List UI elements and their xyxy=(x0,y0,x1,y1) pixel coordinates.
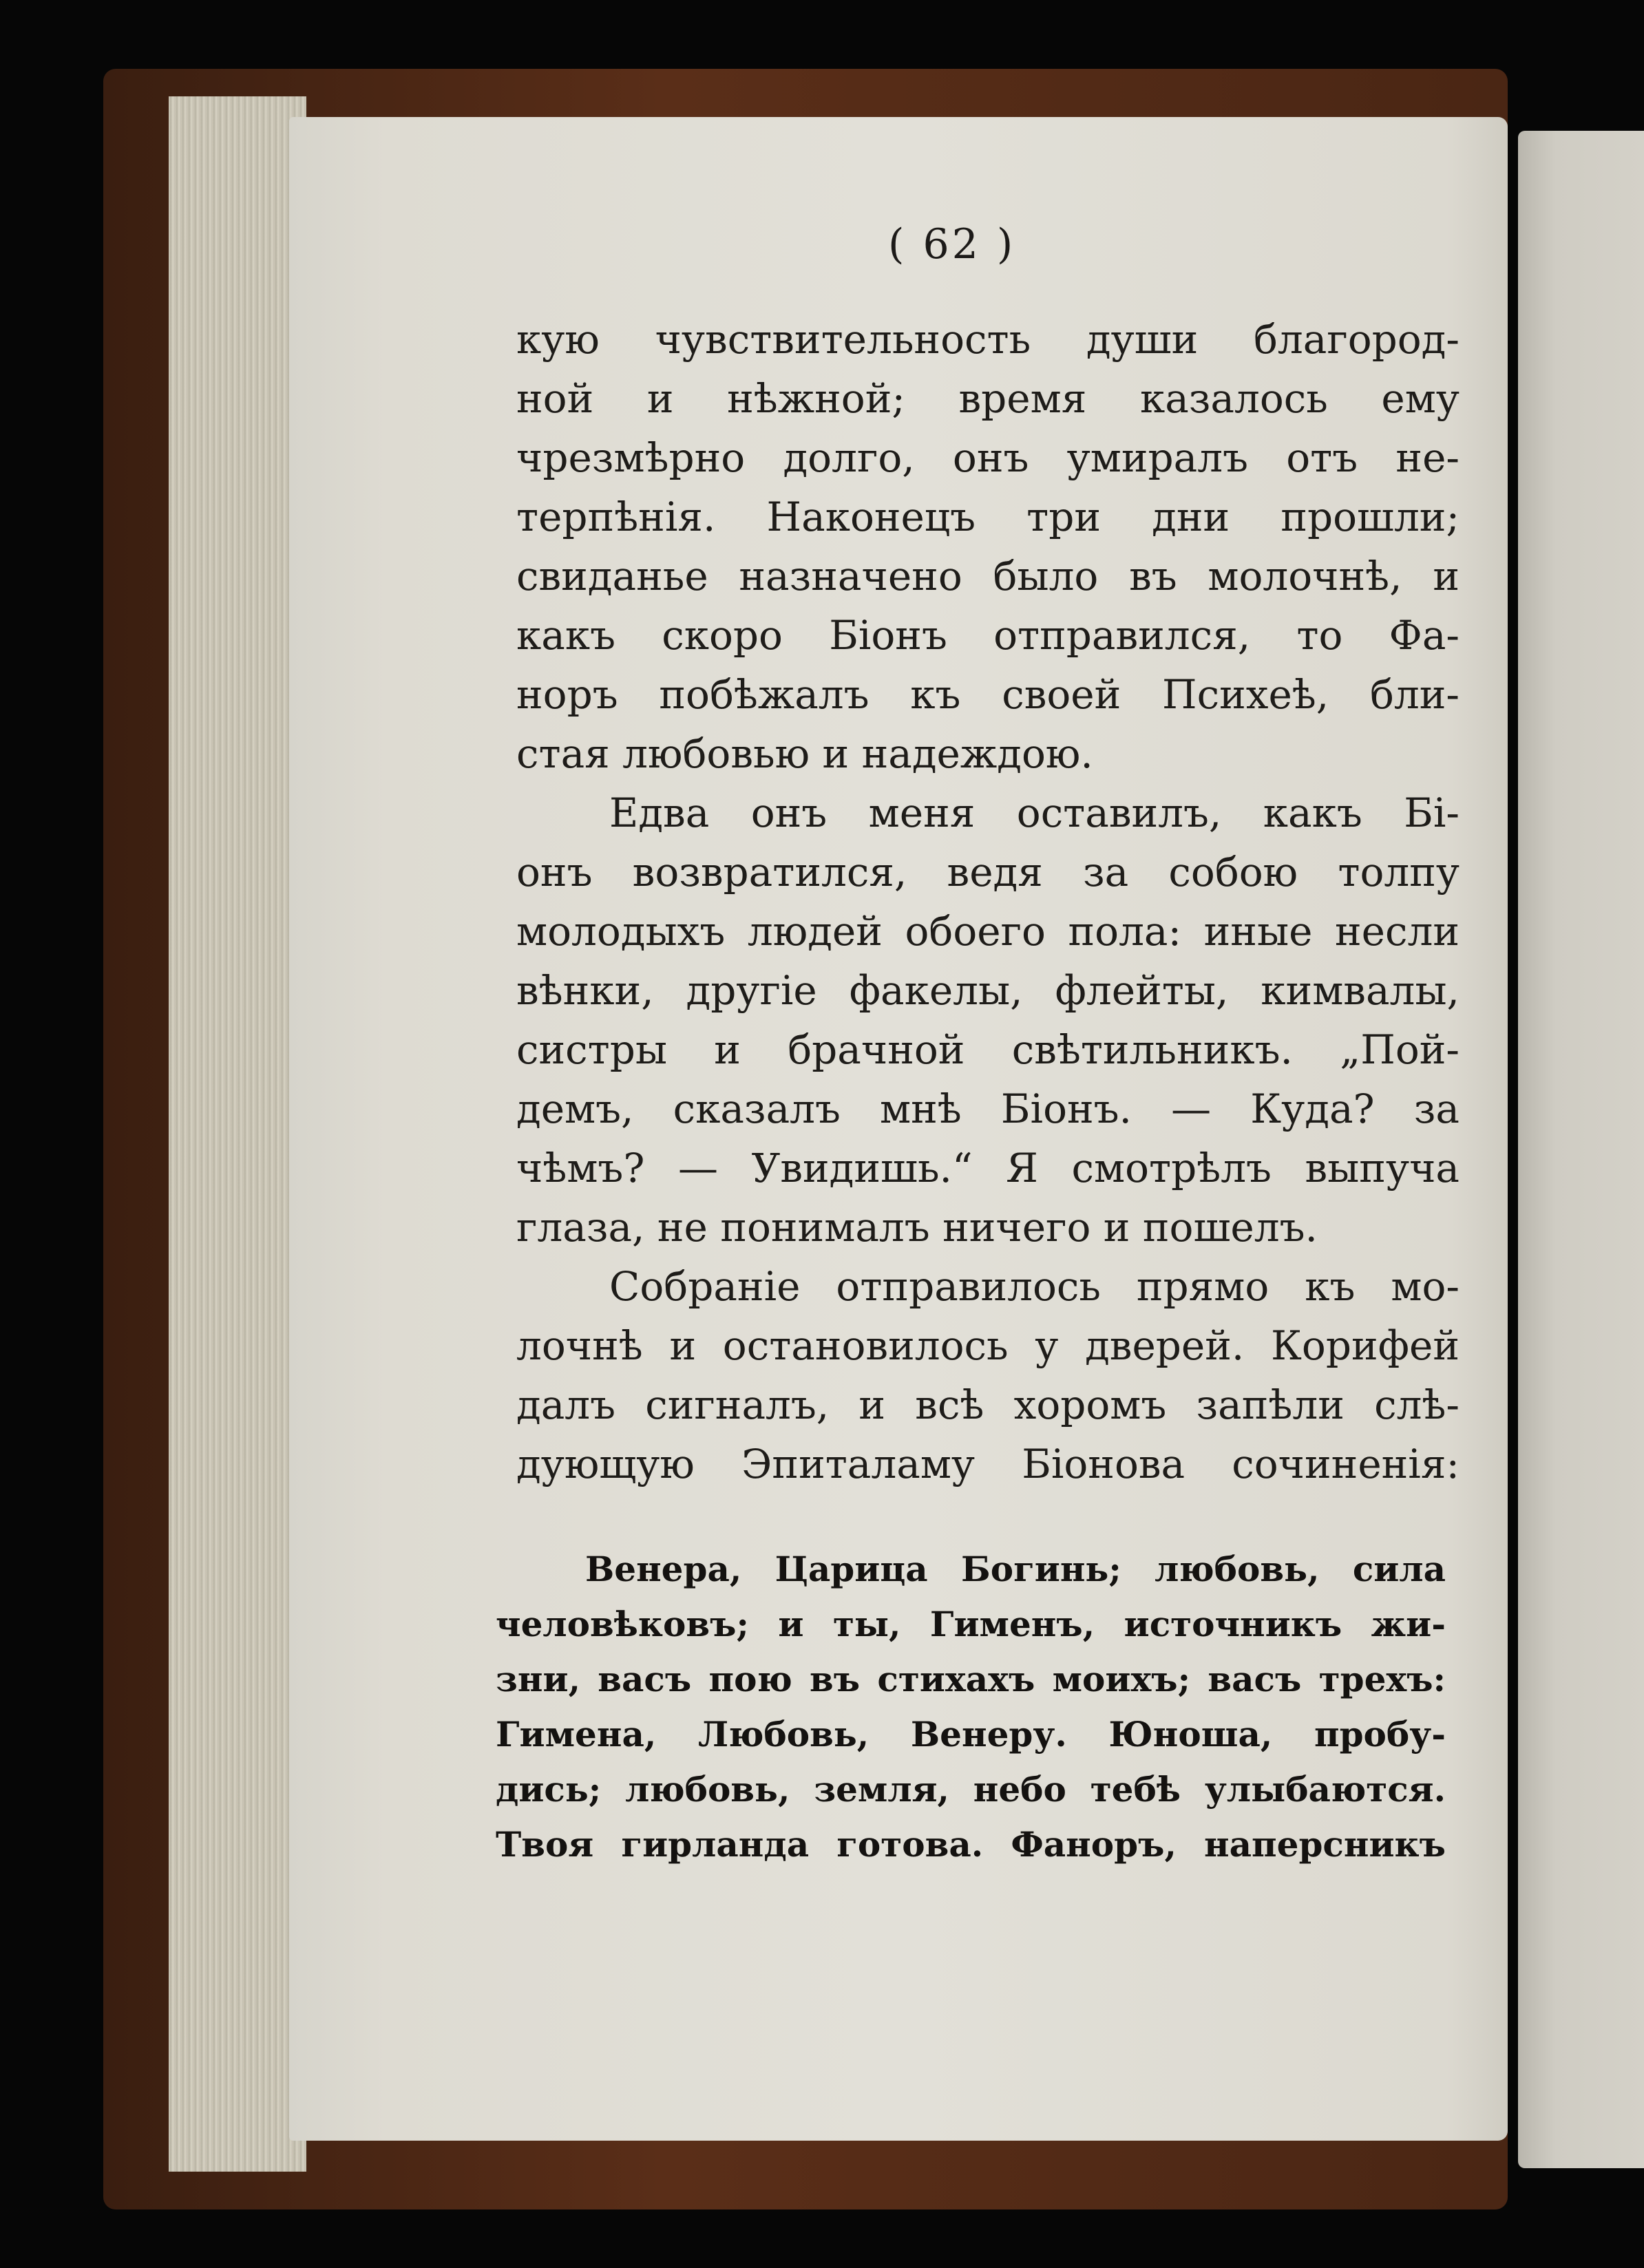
poem-line: человѣковъ; и ты, Гименъ, источникъ жи- xyxy=(496,1604,1446,1644)
paragraph xyxy=(516,783,1459,1257)
text-line: глаза, не понималъ ничего и пошелъ. xyxy=(516,1204,1318,1251)
text-line: вѣнки, другіе факелы, флейты, кимвалы, xyxy=(516,967,1459,1014)
poem-line: зни, васъ пою въ стихахъ моихъ; васъ трехъ: xyxy=(496,1659,1446,1699)
page-body xyxy=(516,310,1459,1494)
text-line: дующую Эпиталаму Біонова сочиненія: xyxy=(516,1441,1459,1487)
poem-line: Твоя гирланда готова. Фаноръ, наперсникъ xyxy=(496,1824,1446,1865)
text-line: Собраніе отправилось прямо къ мо- xyxy=(609,1263,1459,1310)
text-line: терпѣнія. Наконецъ три дни прошли; xyxy=(516,494,1459,540)
text-line: стая любовью и надеждою. xyxy=(516,730,1093,777)
poem-line: Венера, Царица Богинь; любовь, сила xyxy=(585,1549,1446,1589)
text-line: Едва онъ меня оставилъ, какъ Бі- xyxy=(609,789,1459,836)
text-line: какъ скоро Біонъ отправился, то Фа- xyxy=(516,612,1459,659)
text-line: лочнѣ и остановилось у дверей. Корифей xyxy=(516,1322,1459,1369)
epithalamium-text xyxy=(496,1542,1446,1872)
text-line: онъ возвратился, ведя за собою толпу xyxy=(516,849,1459,895)
text-line: норъ побѣжалъ къ своей Психеѣ, бли- xyxy=(516,671,1459,718)
text-line: чѣмъ? — Увидишь.“ Я смотрѣлъ выпуча xyxy=(516,1145,1459,1191)
page-number: ( 62 ) xyxy=(888,220,1016,268)
text-line: ной и нѣжной; время казалось ему xyxy=(516,375,1459,422)
text-line: свиданье назначено было въ молочнѣ, и xyxy=(516,553,1459,600)
paragraph xyxy=(516,1257,1459,1494)
poem-line: дись; любовь, земля, небо тебѣ улыбаются. xyxy=(496,1769,1446,1810)
text-line: чрезмѣрно долго, онъ умиралъ отъ не- xyxy=(516,434,1459,481)
paragraph xyxy=(516,310,1459,783)
text-line: демъ, сказалъ мнѣ Біонъ. — Куда? за xyxy=(516,1085,1459,1132)
text-line: молодыхъ людей обоего пола: иные несли xyxy=(516,908,1459,955)
text-line: систры и брачной свѣтильникъ. „Пой- xyxy=(516,1026,1459,1073)
poem-line: Гимена, Любовь, Венеру. Юноша, пробу- xyxy=(496,1714,1446,1755)
text-line: кую чувствительность души благород- xyxy=(516,316,1459,363)
text-line: далъ сигналъ, и всѣ хоромъ запѣли слѣ- xyxy=(516,1381,1459,1428)
page-edges xyxy=(169,96,306,2172)
next-page-edge xyxy=(1518,131,1644,2168)
